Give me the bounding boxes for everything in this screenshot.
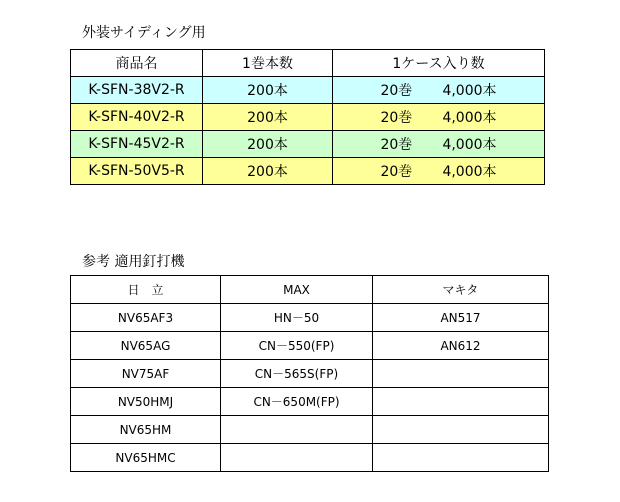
makita-model: AN612 <box>373 332 549 360</box>
header-makita: マキタ <box>373 276 549 304</box>
product-row <box>71 158 545 185</box>
product-per-case <box>333 131 545 158</box>
hitachi-model: NV75AF <box>71 360 221 388</box>
makita-model <box>373 388 549 416</box>
hitachi-model: NV65AG <box>71 332 221 360</box>
max-model <box>221 416 373 444</box>
hitachi-model: NV65HM <box>71 416 221 444</box>
makita-model <box>373 444 549 472</box>
product-table <box>70 49 545 185</box>
nailer-row <box>71 304 549 332</box>
case-count: 4,000本 <box>442 83 497 99</box>
max-model: CN－650M(FP) <box>221 388 373 416</box>
product-name: K-SFN-50V5-R <box>71 158 203 185</box>
hitachi-model: NV65HMC <box>71 444 221 472</box>
case-rolls: 20巻 <box>380 137 413 153</box>
case-count: 4,000本 <box>442 164 497 180</box>
product-row <box>71 104 545 131</box>
product-row <box>71 131 545 158</box>
section-title-siding: 外装サイディング用 <box>82 25 206 41</box>
max-model: CN－565S(FP) <box>221 360 373 388</box>
header-max: MAX <box>221 276 373 304</box>
hitachi-model: NV50HMJ <box>71 388 221 416</box>
case-rolls: 20巻 <box>380 83 413 99</box>
product-per-roll: 200本 <box>203 77 333 104</box>
section-title-nailers: 参考 適用釘打機 <box>82 254 185 270</box>
header-product-name: 商品名 <box>71 50 203 77</box>
product-per-case <box>333 158 545 185</box>
product-row <box>71 77 545 104</box>
product-name: K-SFN-38V2-R <box>71 77 203 104</box>
nailer-row <box>71 416 549 444</box>
header-hitachi: 日 立 <box>71 276 221 304</box>
nailer-table-header <box>71 276 549 304</box>
nailer-row <box>71 332 549 360</box>
hitachi-model: NV65AF3 <box>71 304 221 332</box>
nailer-row <box>71 388 549 416</box>
case-count: 4,000本 <box>442 110 497 126</box>
makita-model <box>373 416 549 444</box>
max-model: HN－50 <box>221 304 373 332</box>
product-per-roll: 200本 <box>203 158 333 185</box>
case-rolls: 20巻 <box>380 110 413 126</box>
product-per-roll: 200本 <box>203 131 333 158</box>
product-table-header <box>71 50 545 77</box>
product-per-case <box>333 77 545 104</box>
makita-model: AN517 <box>373 304 549 332</box>
product-name: K-SFN-45V2-R <box>71 131 203 158</box>
product-per-case <box>333 104 545 131</box>
nailer-row <box>71 360 549 388</box>
header-per-roll: 1巻本数 <box>203 50 333 77</box>
case-count: 4,000本 <box>442 137 497 153</box>
product-name: K-SFN-40V2-R <box>71 104 203 131</box>
header-per-case: 1ケース入り数 <box>333 50 545 77</box>
makita-model <box>373 360 549 388</box>
product-per-roll: 200本 <box>203 104 333 131</box>
nailer-table <box>70 275 549 472</box>
max-model <box>221 444 373 472</box>
max-model: CN－550(FP) <box>221 332 373 360</box>
nailer-row <box>71 444 549 472</box>
case-rolls: 20巻 <box>380 164 413 180</box>
